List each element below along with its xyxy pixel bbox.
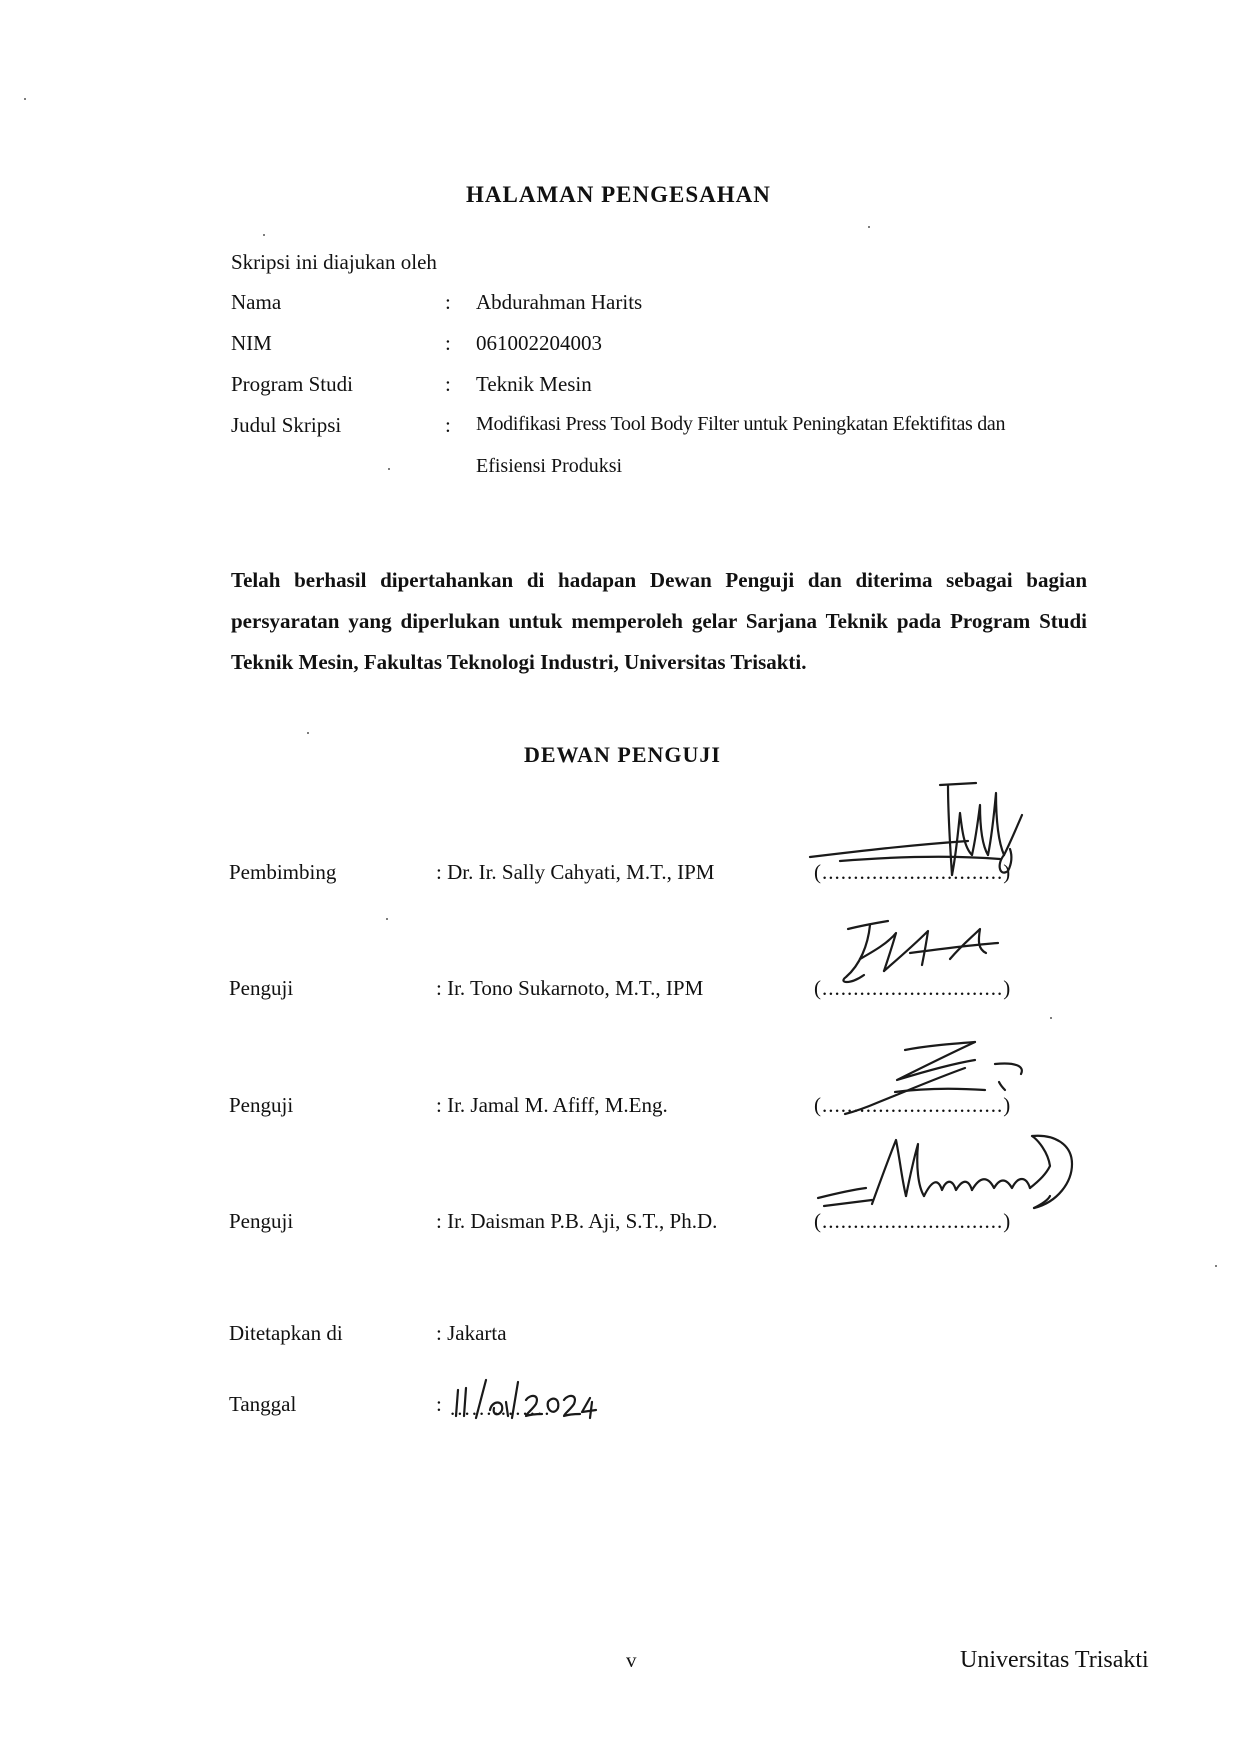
scan-speck (1215, 1265, 1217, 1267)
field-label-judul-skripsi: Judul Skripsi (231, 413, 342, 437)
scan-speck (1050, 1017, 1052, 1019)
field-value-nim: 061002204003 (476, 331, 602, 355)
scan-speck (386, 918, 388, 920)
examiner-name: : Dr. Ir. Sally Cahyati, M.T., IPM (436, 860, 715, 884)
examiner-role-pembimbing: Pembimbing (229, 860, 337, 884)
field-value-program-studi: Teknik Mesin (476, 372, 592, 396)
field-value-judul-skripsi: Modifikasi Press Tool Body Filter untuk Peningkatan Efektifitas dan (476, 413, 1006, 435)
signature-line: (.............................) (814, 1209, 1012, 1233)
scan-speck (24, 98, 26, 100)
field-sep: : (445, 331, 451, 355)
signature-pembimbing (800, 775, 1040, 885)
examiner-name: : Ir. Jamal M. Afiff, M.Eng. (436, 1093, 668, 1117)
intro-text: Skripsi ini diajukan oleh (231, 250, 437, 274)
field-label-nama: Nama (231, 290, 282, 314)
signature-line: (.............................) (814, 976, 1012, 1000)
handwritten-date (450, 1376, 610, 1426)
field-sep: : (445, 290, 451, 314)
date-label: Tanggal (229, 1392, 297, 1416)
signature-penguji-2 (825, 1040, 1025, 1120)
field-label-nim: NIM (231, 331, 272, 355)
field-label-program-studi: Program Studi (231, 372, 353, 396)
scan-speck (307, 732, 309, 734)
examiner-name: : Ir. Tono Sukarnoto, M.T., IPM (436, 976, 704, 1000)
examiner-role-penguji: Penguji (229, 1093, 294, 1117)
place-value: : Jakarta (436, 1321, 507, 1345)
footer-institution: Universitas Trisakti (960, 1647, 1149, 1673)
signature-penguji-1 (830, 915, 1030, 995)
field-sep: : (445, 413, 451, 437)
scan-speck (263, 234, 265, 236)
page-number: v (626, 1648, 637, 1672)
scan-speck (388, 468, 390, 470)
signature-penguji-3 (810, 1130, 1090, 1240)
field-value-nama: Abdurahman Harits (476, 290, 643, 314)
examiner-name: : Ir. Daisman P.B. Aji, S.T., Ph.D. (436, 1209, 718, 1233)
date-prefix: : (436, 1392, 442, 1416)
place-label: Ditetapkan di (229, 1321, 343, 1345)
examiner-role-penguji: Penguji (229, 976, 294, 1000)
scan-speck (868, 226, 870, 228)
date-dotted-line: .............. (450, 1396, 552, 1420)
page-title: HALAMAN PENGESAHAN (466, 182, 771, 207)
approval-statement: Telah berhasil dipertahankan di hadapan Dewan Penguji dan diterima sebagai bagian persyaratan yang diperlukan untuk memperoleh gelar Sarjana Teknik pada Program Studi Teknik Mesin, Fakultas Teknologi Industri, Universitas Trisakti. (231, 568, 1087, 674)
field-sep: : (445, 372, 451, 396)
signature-line: (.............................) (814, 1093, 1012, 1117)
field-value-judul-skripsi-cont: Efisiensi Produksi (476, 455, 623, 477)
signature-line: (.............................) (814, 860, 1012, 884)
examiner-role-penguji: Penguji (229, 1209, 294, 1233)
board-title: DEWAN PENGUJI (524, 742, 721, 767)
